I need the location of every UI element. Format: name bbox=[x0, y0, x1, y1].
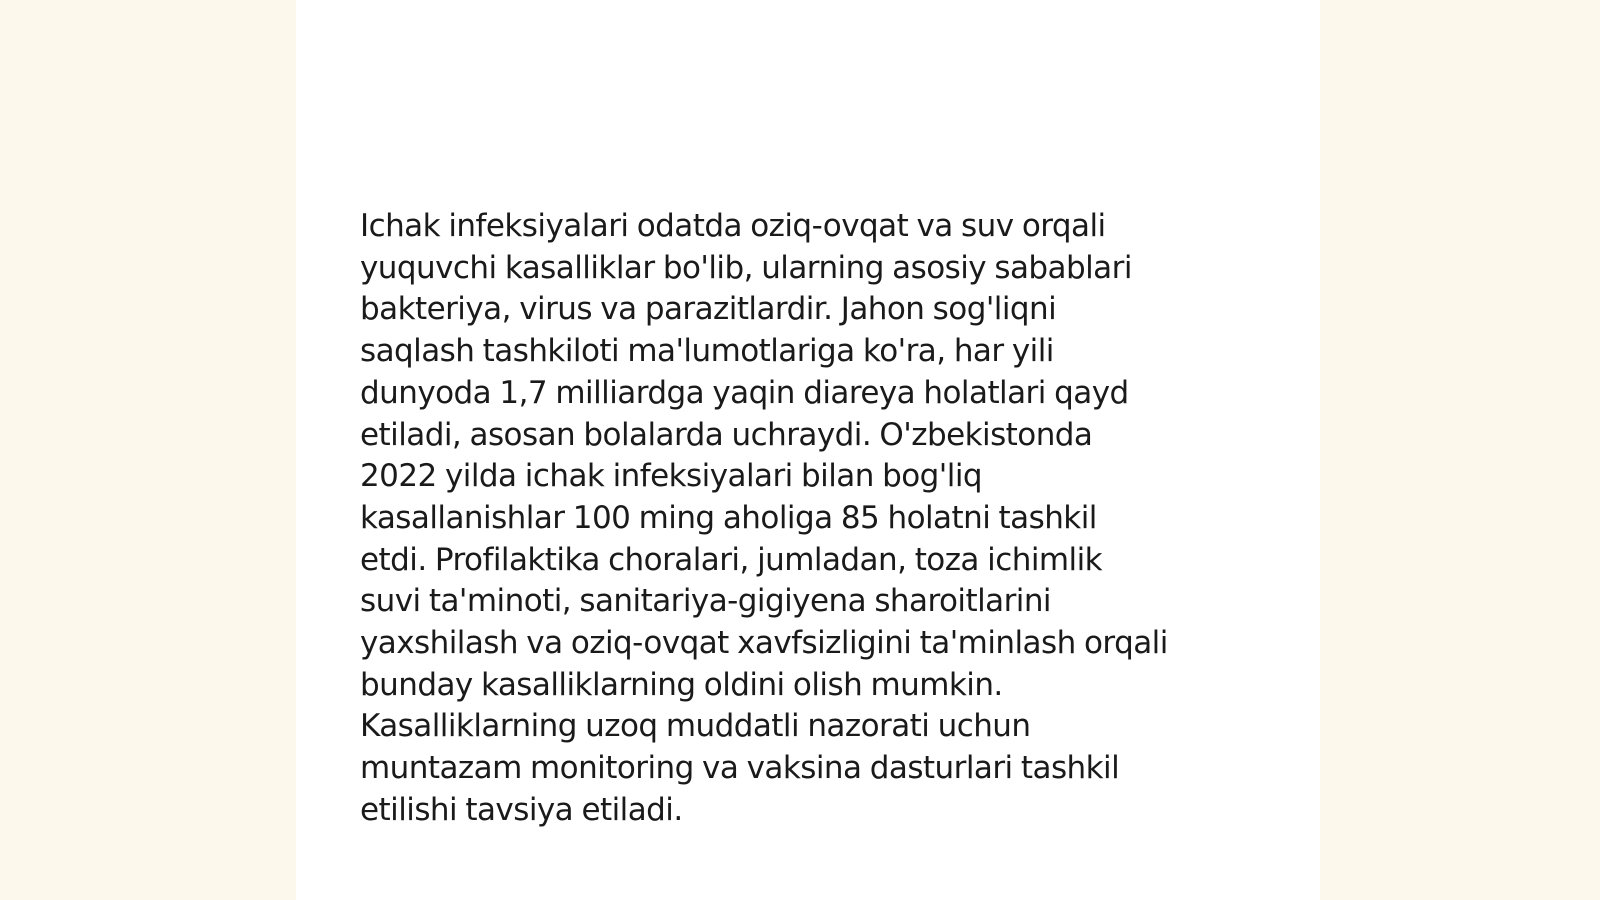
paragraph-line: bunday kasalliklarning oldini olish mumkin. bbox=[360, 666, 1003, 703]
paragraph-line: Ichak infeksiyalari odatda oziq-ovqat va suv orqali bbox=[360, 208, 1106, 244]
paragraph-line: etdi. Profilaktika choralari, jumladan, toza ichimlik bbox=[360, 541, 1103, 578]
paragraph-line: bakteriya, virus va parazitlardir. Jahon sog'liqni bbox=[360, 291, 1057, 328]
paragraph-line: yuquvchi kasalliklar bo'lib, ularning asosiy sabablari bbox=[360, 249, 1132, 286]
paragraph-line: yaxshilash va oziq-ovqat xavfsizligini ta'minlash orqali bbox=[360, 625, 1168, 662]
paragraph-line: saqlash tashkiloti ma'lumotlariga ko'ra, har yili bbox=[360, 333, 1054, 370]
paragraph-line: etiladi, asosan bolalarda uchraydi. O'zbekistonda bbox=[360, 416, 1093, 453]
paragraph-line: muntazam monitoring va vaksina dasturlari tashkil bbox=[360, 750, 1120, 787]
paragraph-line: suvi ta'minoti, sanitariya-gigiyena sharoitlarini bbox=[360, 583, 1051, 620]
document-page bbox=[296, 0, 1320, 900]
paragraph-line: 2022 yilda ichak infeksiyalari bilan bog'liq bbox=[360, 458, 983, 495]
paragraph-line: etilishi tavsiya etiladi. bbox=[360, 791, 683, 828]
paragraph-line: kasallanishlar 100 ming aholiga 85 holatni tashkil bbox=[360, 499, 1097, 536]
body-paragraph bbox=[360, 206, 1260, 832]
paragraph-line: dunyoda 1,7 milliardga yaqin diareya holatlari qayd bbox=[360, 374, 1129, 411]
paragraph-line: Kasalliklarning uzoq muddatli nazorati uchun bbox=[360, 708, 1031, 745]
